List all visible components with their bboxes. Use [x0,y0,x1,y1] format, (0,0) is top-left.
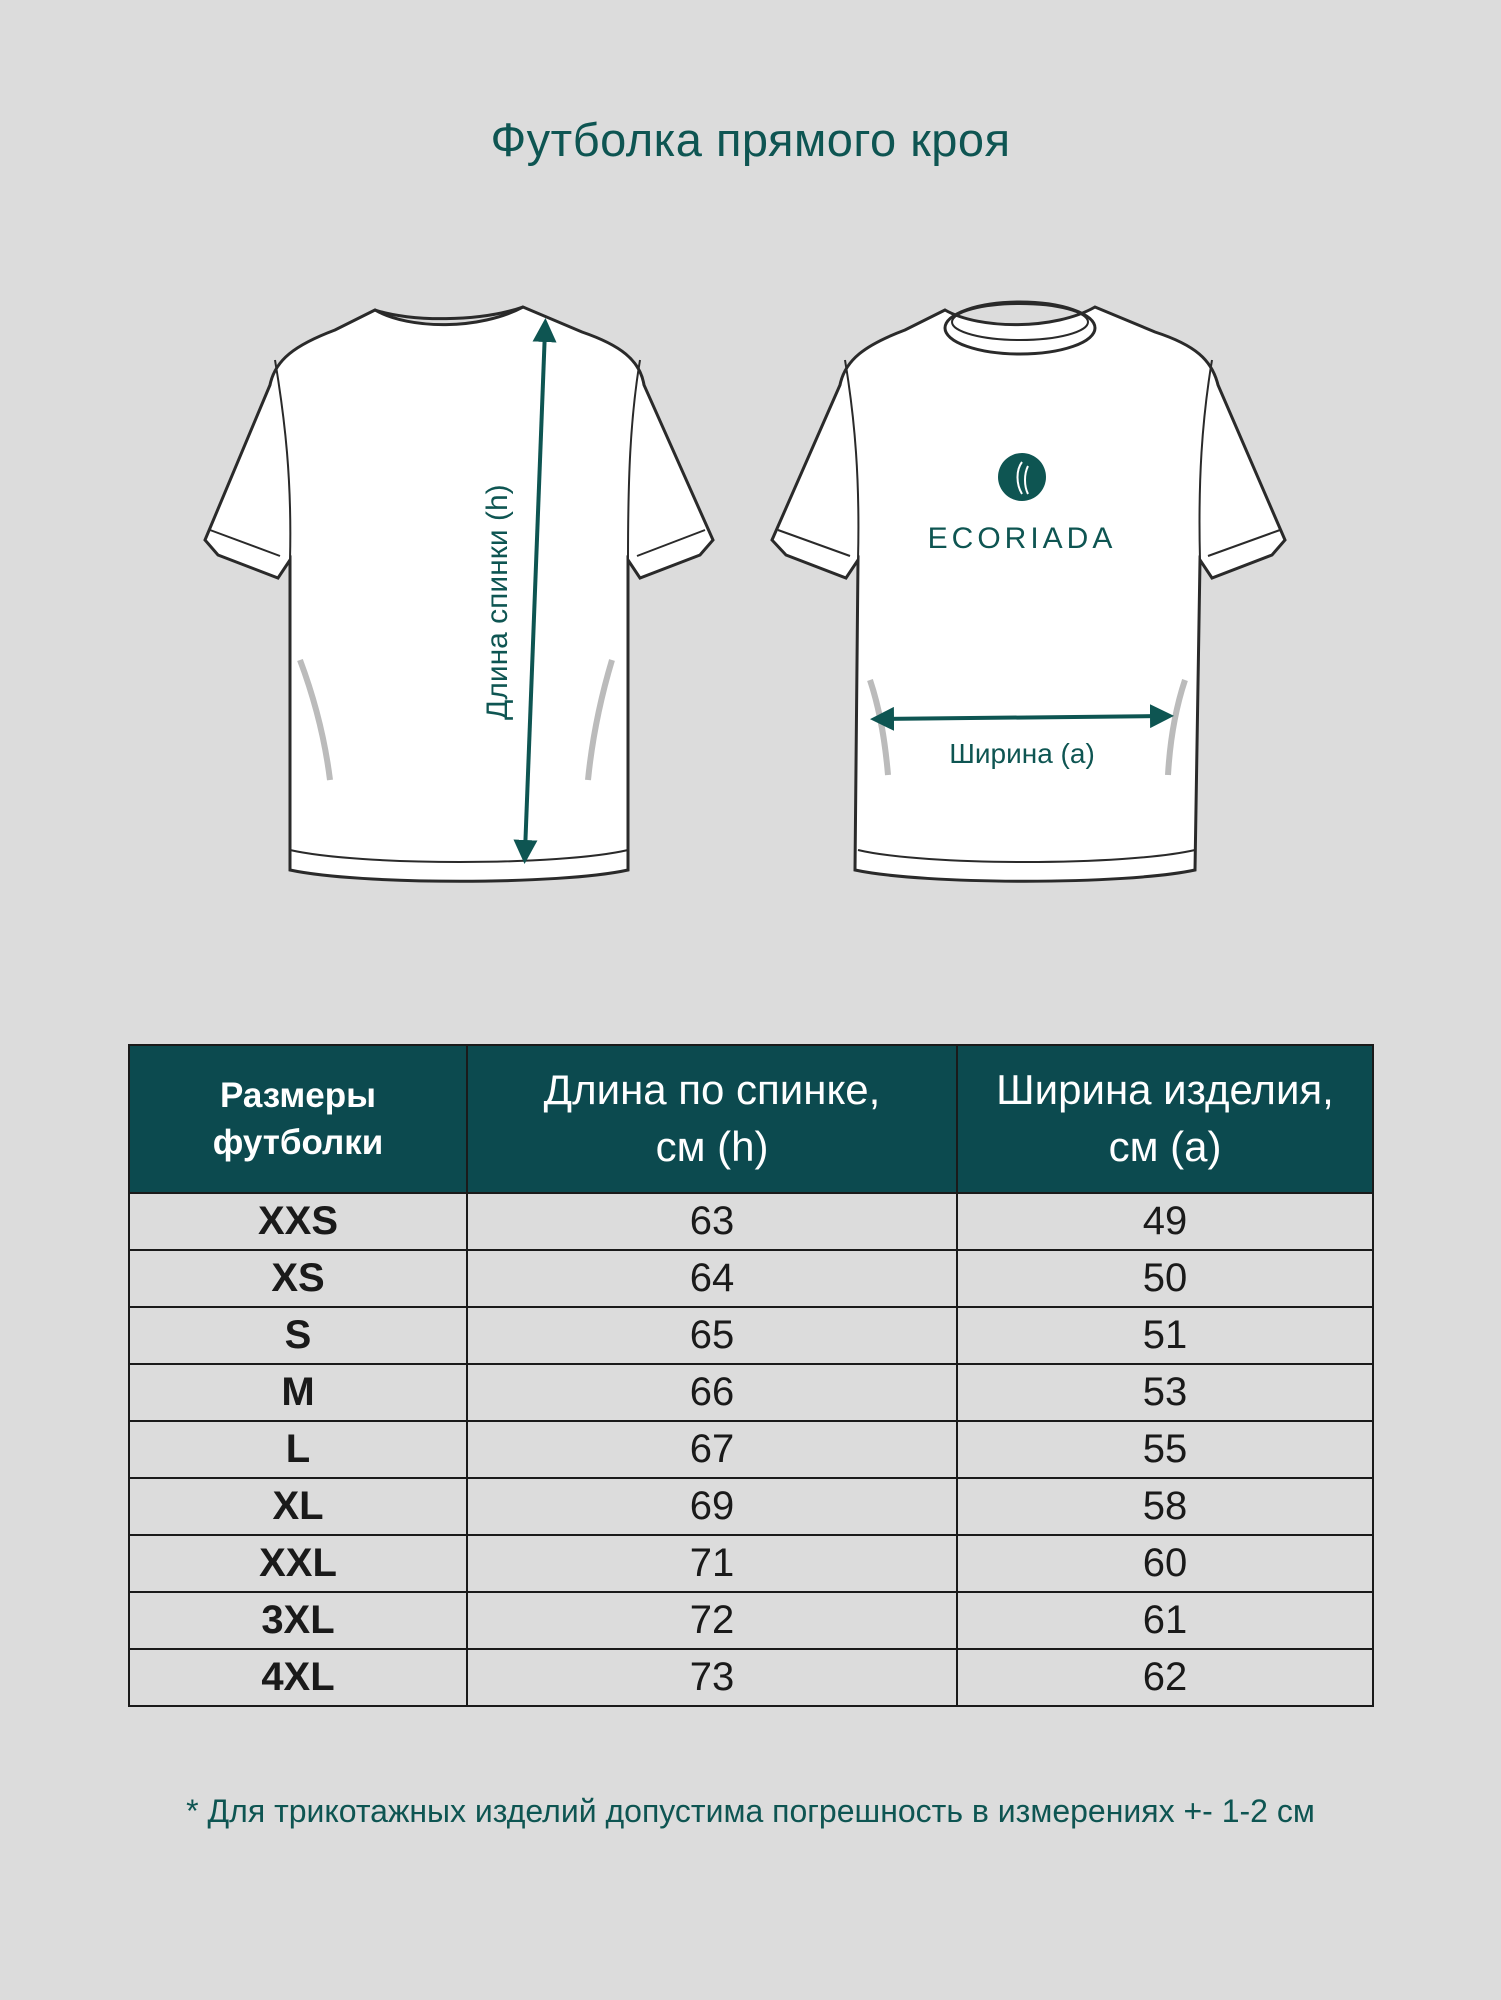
size-table [128,1044,1374,1707]
table-row [129,1535,1373,1592]
width-cell: 62 [957,1649,1373,1706]
width-cell: 55 [957,1421,1373,1478]
length-cell: 71 [467,1535,957,1592]
size-cell: M [129,1364,467,1421]
header-width-line1: Ширина изделия, [996,1066,1334,1114]
table-row [129,1307,1373,1364]
size-cell: XL [129,1478,467,1535]
size-cell: XXL [129,1535,467,1592]
width-cell: 53 [957,1364,1373,1421]
back-length-label: Длина спинки (h) [481,484,514,720]
page-title: Футболка прямого кроя [490,113,1011,166]
header-length-line2: см (h) [655,1123,769,1170]
table-row [129,1649,1373,1706]
size-cell: S [129,1307,467,1364]
width-cell: 49 [957,1193,1373,1250]
width-cell: 58 [957,1478,1373,1535]
size-cell: XXS [129,1193,467,1250]
length-cell: 72 [467,1592,957,1649]
width-cell: 51 [957,1307,1373,1364]
header-size-line2: футболки [212,1123,384,1162]
table-row [129,1193,1373,1250]
size-cell: 3XL [129,1592,467,1649]
width-label: Ширина (a) [949,738,1095,769]
table-row [129,1250,1373,1307]
length-cell: 63 [467,1193,957,1250]
length-cell: 73 [467,1649,957,1706]
size-cell: L [129,1421,467,1478]
length-cell: 66 [467,1364,957,1421]
size-cell: XS [129,1250,467,1307]
header-size-line1: Размеры [220,1075,376,1115]
width-cell: 50 [957,1250,1373,1307]
width-cell: 60 [957,1535,1373,1592]
header-size [129,1045,467,1193]
length-cell: 65 [467,1307,957,1364]
header-width-line2: см (a) [1108,1123,1222,1170]
header-length-line1: Длина по спинке, [543,1066,881,1114]
header-length [467,1045,957,1193]
table-row [129,1364,1373,1421]
size-cell: 4XL [129,1649,467,1706]
brand-name: ECORIADA [927,522,1117,555]
table-header-row [129,1045,1373,1193]
footnote: * Для трикотажных изделий допустима погрешность в измерениях +- 1-2 см [186,1793,1315,1829]
tshirt-diagram [0,280,1501,910]
table-row [129,1592,1373,1649]
width-cell: 61 [957,1592,1373,1649]
table-row [129,1421,1373,1478]
header-width [957,1045,1373,1193]
tshirt-back-drawing [205,307,713,881]
table-row [129,1478,1373,1535]
tshirt-front-drawing [772,302,1285,881]
length-cell: 64 [467,1250,957,1307]
length-cell: 67 [467,1421,957,1478]
length-cell: 69 [467,1478,957,1535]
